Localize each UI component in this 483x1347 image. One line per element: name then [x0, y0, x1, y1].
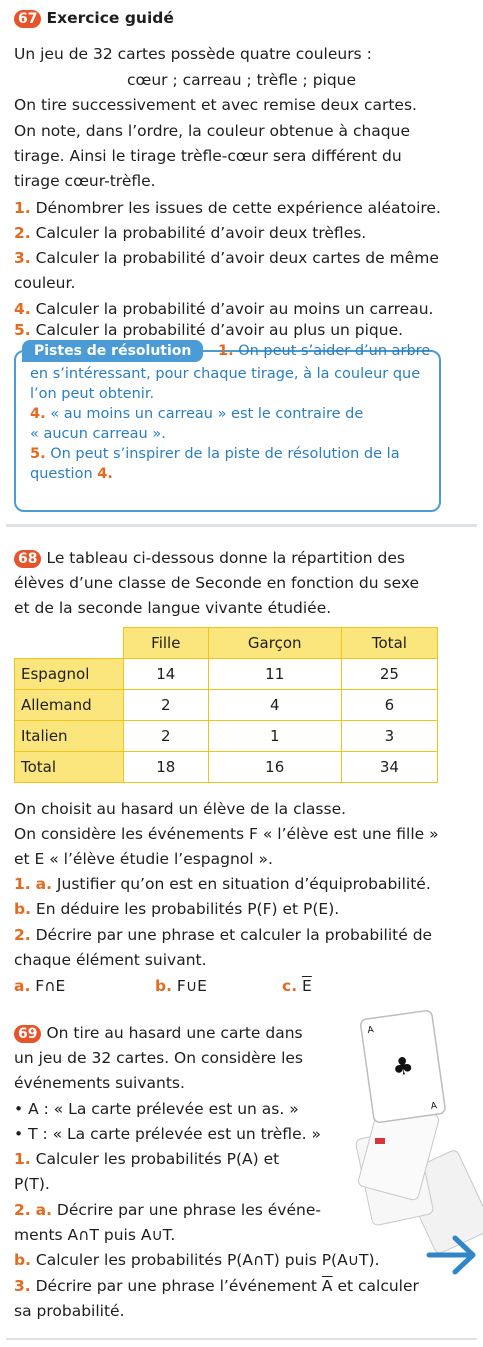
ex67-question-1	[14, 198, 441, 218]
svg-text:A: A	[430, 1101, 438, 1112]
ex69-number: 69	[14, 1025, 41, 1043]
table-cell: 25	[341, 659, 437, 690]
ex69-line-2: un jeu de 32 cartes. On considère les	[14, 1049, 304, 1067]
question-text: Décrire par une phrase l’événement	[35, 1277, 322, 1295]
table-header: Total	[341, 628, 437, 659]
table-cell: 2	[124, 721, 209, 752]
ex68-question-2-cont: chaque élément suivant.	[14, 951, 207, 969]
hint-number: 4.	[97, 466, 113, 482]
table-cell: 18	[124, 752, 209, 783]
bullet-icon: •	[14, 1125, 24, 1143]
question-text: Calculer les probabilités P(A) et	[35, 1150, 280, 1168]
ex67-number: 67	[14, 10, 41, 28]
ex67-question-4	[14, 299, 433, 319]
table-header-row	[15, 628, 438, 659]
question-number: 1.	[14, 1150, 31, 1168]
hint-5-line-1	[30, 445, 400, 464]
question-letter: a.	[35, 1201, 52, 1219]
ex69-question-1	[14, 1149, 279, 1169]
table-cell: 6	[341, 690, 437, 721]
hint-5-line-2	[30, 465, 113, 484]
table-cell: 1	[208, 721, 341, 752]
table-header: Fille	[124, 628, 209, 659]
ex69-question-1-cont: P(T).	[14, 1175, 50, 1193]
question-letter: b.	[14, 900, 31, 918]
svg-text:A: A	[366, 1025, 375, 1036]
question-number: 4.	[14, 300, 31, 318]
table-row	[15, 752, 438, 783]
item-letter: c.	[282, 977, 298, 995]
hint-1-line-2: en s’intéressant, pour chaque tirage, à la couleur que	[30, 366, 421, 382]
table-cell: 2	[124, 690, 209, 721]
ex68-question-2	[14, 925, 432, 945]
table-cell: 16	[208, 752, 341, 783]
question-letter: b.	[14, 1251, 31, 1269]
question-text: Calculer les probabilités P(A∩T) puis P(A∪T).	[35, 1251, 380, 1269]
question-number: 2.	[14, 926, 31, 944]
question-text: Calculer la probabilité d’avoir au moins un carreau.	[35, 300, 434, 318]
question-number: 5.	[14, 321, 31, 339]
table-header: Garçon	[208, 628, 341, 659]
ex68-text: Le tableau ci-dessous donne la répartition des	[46, 549, 405, 567]
ex68-question-1b	[14, 899, 339, 919]
hint-1-line-1	[218, 342, 430, 361]
row-header: Total	[15, 752, 124, 783]
ex67-line-2: cœur ; carreau ; trèfle ; pique	[126, 71, 357, 89]
ex69-line-3: événements suivants.	[14, 1074, 185, 1092]
ex67-question-5	[14, 320, 403, 340]
ex68-number: 68	[14, 550, 41, 568]
question-text: Calculer la probabilité d’avoir deux cartes de même	[35, 249, 439, 267]
ex68-question-1a	[14, 874, 431, 894]
question-number: 1.	[14, 875, 31, 893]
ex67-line-1: Un jeu de 32 cartes possède quatre couleurs :	[14, 45, 372, 63]
ex68-after-1: On choisit au hasard un élève de la classe.	[14, 800, 347, 818]
ex67-question-2	[14, 223, 366, 243]
row-header: Allemand	[15, 690, 124, 721]
separator	[6, 524, 477, 527]
table-cell: 34	[341, 752, 437, 783]
ex69-question-2a-cont: ments A∩T puis A∪T.	[14, 1226, 176, 1244]
hint-text: question	[30, 466, 93, 482]
hint-4-line-1	[30, 405, 363, 424]
question-number: 2.	[14, 1201, 31, 1219]
question-number: 1.	[14, 199, 31, 217]
question-text: et calculer	[332, 1277, 419, 1295]
hint-text: On peut s’aider d’un arbre	[238, 343, 431, 359]
question-number: 3.	[14, 1277, 31, 1295]
hints-tag: Pistes de résolution	[22, 340, 203, 362]
hint-1-line-3: l’on peut obtenir.	[30, 386, 155, 402]
item-expression: F∩E	[35, 977, 66, 995]
question-text: En déduire les probabilités P(F) et P(E).	[35, 900, 340, 918]
ex69-text: On tire au hasard une carte dans	[46, 1024, 303, 1042]
ex68-after-2: On considère les événements F « l’élève est une fille »	[14, 825, 439, 843]
table-row	[15, 721, 438, 752]
question-number: 2.	[14, 224, 31, 242]
ex69-question-3-cont: sa probabilité.	[14, 1302, 125, 1320]
ex68-line-3: et de la seconde langue vivante étudiée.	[14, 599, 332, 617]
table-corner	[15, 628, 124, 659]
bullet-text: T : « La carte prélevée est un trèfle. »	[28, 1125, 321, 1143]
hint-number: 5.	[30, 446, 46, 462]
question-letter: a.	[35, 875, 52, 893]
ex69-question-2b	[14, 1250, 380, 1270]
ex69-bullet-t	[14, 1124, 321, 1144]
question-number: 3.	[14, 249, 31, 267]
bullet-text: A : « La carte prélevée est un as. »	[28, 1100, 299, 1118]
ex68-after-3: et E « l’élève étudie l’espagnol ».	[14, 850, 273, 868]
item-expression: $\overline{E}$	[302, 977, 312, 995]
ex67-question-3-cont: couleur.	[14, 274, 76, 292]
red-card-corner	[375, 1138, 385, 1144]
question-text: Calculer la probabilité d’avoir deux trèfles.	[35, 224, 367, 242]
bullet-icon: •	[14, 1100, 24, 1118]
item-letter: b.	[155, 977, 172, 995]
ex69-line-1	[14, 1023, 303, 1043]
ex67-line-3: On tire successivement et avec remise deux cartes.	[14, 96, 417, 114]
question-text: Justifier qu’on est en situation d’équiprobabilité.	[56, 875, 431, 893]
hint-number: 4.	[30, 406, 46, 422]
ace-of-clubs-card	[360, 1010, 446, 1123]
distribution-table	[14, 627, 438, 783]
svg-text:♣: ♣	[390, 1051, 416, 1082]
ex69-bullet-a	[14, 1099, 299, 1119]
ex68-item-a	[14, 976, 65, 996]
question-text: Décrire par une phrase et calculer la probabilité de	[35, 926, 433, 944]
ex68-item-b	[155, 976, 207, 996]
table-cell: 4	[208, 690, 341, 721]
table-cell: 14	[124, 659, 209, 690]
question-text: Décrire par une phrase les événe-	[56, 1201, 321, 1219]
separator-bottom	[6, 1338, 477, 1340]
table-cell: 11	[208, 659, 341, 690]
hint-number: 1.	[218, 343, 234, 359]
table-row	[15, 690, 438, 721]
question-text: Calculer la probabilité d’avoir au plus un pique.	[35, 321, 404, 339]
ex67-heading	[14, 8, 174, 28]
ex68-item-c	[282, 976, 312, 996]
ex67-line-6: tirage cœur-trèfle.	[14, 172, 156, 190]
hint-4-line-2: « aucun carreau ».	[30, 426, 166, 442]
item-expression: F∪E	[176, 977, 207, 995]
ex67-question-3	[14, 248, 439, 268]
ex67-line-5: tirage. Ainsi le tirage trèfle-cœur sera différent du	[14, 147, 402, 165]
event-complement: $\overline{A}$	[321, 1277, 333, 1295]
row-header: Espagnol	[15, 659, 124, 690]
table-cell: 3	[341, 721, 437, 752]
hint-text: « au moins un carreau » est le contraire de	[50, 406, 364, 422]
table-row	[15, 659, 438, 690]
ex67-line-4: On note, dans l’ordre, la couleur obtenue à chaque	[14, 122, 411, 140]
hint-text: On peut s’inspirer de la piste de résolution de la	[50, 446, 400, 462]
ex68-line-2: élèves d’une classe de Seconde en fonction du sexe	[14, 574, 420, 592]
item-letter: a.	[14, 977, 31, 995]
ex68-line-1	[14, 548, 405, 568]
row-header: Italien	[15, 721, 124, 752]
question-text: Dénombrer les issues de cette expérience aléatoire.	[35, 199, 441, 217]
ex69-question-2a	[14, 1200, 321, 1220]
arrow-right-icon	[425, 1230, 483, 1280]
ex67-title: Exercice guidé	[46, 9, 174, 27]
